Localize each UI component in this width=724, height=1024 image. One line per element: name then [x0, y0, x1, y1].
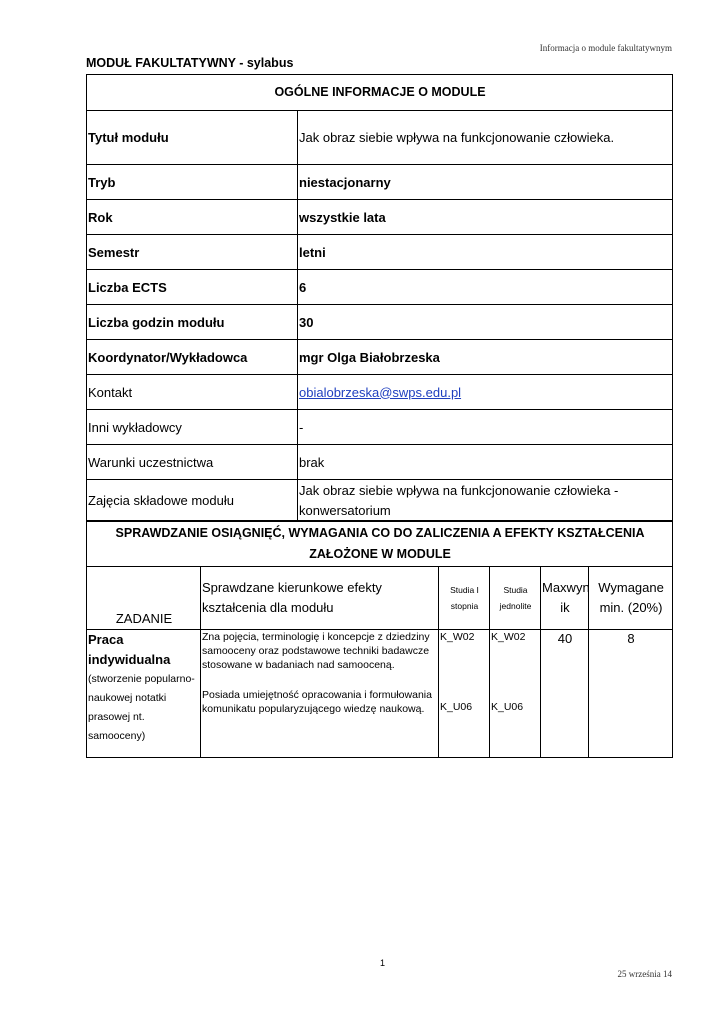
label-coordinator: Koordynator/Wykładowca — [87, 340, 298, 375]
requirements-table — [86, 520, 673, 758]
required-points: 8 — [589, 630, 673, 758]
label-semester: Semestr — [87, 235, 298, 270]
col-studia-jednolite: Studia jednolite — [490, 567, 541, 630]
label-components: Zajęcia składowe modułu — [87, 480, 298, 522]
value-title: Jak obraz siebie wpływa na funkcjonowanie człowieka. — [298, 111, 673, 165]
footer-date: 25 września 14 — [617, 969, 672, 979]
value-ects: 6 — [298, 270, 673, 305]
task-title: Praca indywidualna — [88, 632, 171, 667]
effect-knowledge: Zna pojęcia, terminologię i koncepcje z dziedziny samooceny oraz podstawowe techniki badawcze stosowane w badaniach nad samooceną. — [202, 631, 430, 671]
col-required: Wymagane min. (20%) — [589, 567, 673, 630]
value-conditions: brak — [298, 445, 673, 480]
code-u06-studia-1: K_U06 — [440, 701, 473, 713]
requirements-section-title: SPRAWDZANIE OSIĄGNIĘĆ, WYMAGANIA CO DO ZALICZENIA A EFEKTY KSZTAŁCENIA ZAŁOŻONE W MODULE — [87, 521, 673, 567]
value-coordinator: mgr Olga Białobrzeska — [298, 340, 673, 375]
header-note: Informacja o module fakultatywnym — [539, 43, 672, 53]
label-contact: Kontakt — [87, 375, 298, 410]
page-number: 1 — [380, 958, 386, 968]
task-note: (stworzenie popularno-naukowej notatki prasowej nt. samooceny) — [88, 673, 195, 742]
col-effects: Sprawdzane kierunkowe efekty kształcenia dla modułu — [201, 567, 439, 630]
col-studia-1: Studia I stopnia — [439, 567, 490, 630]
value-components: Jak obraz siebie wpływa na funkcjonowanie człowieka - konwersatorium — [298, 480, 673, 522]
general-info-table — [86, 74, 673, 522]
code-w02-jednolite: K_W02 — [491, 631, 526, 643]
label-year: Rok — [87, 200, 298, 235]
code-w02-studia-1: K_W02 — [440, 631, 475, 643]
label-mode: Tryb — [87, 165, 298, 200]
effect-skills: Posiada umiejętność opracowania i formułowania komunikatu popularyzującego wiedzę naukową. — [202, 689, 432, 715]
value-mode: niestacjonarny — [298, 165, 673, 200]
info-section-title: OGÓLNE INFORMACJE O MODULE — [87, 75, 673, 111]
document-title: MODUŁ FAKULTATYWNY - sylabus — [86, 56, 294, 70]
code-u06-jednolite: K_U06 — [491, 701, 524, 713]
value-semester: letni — [298, 235, 673, 270]
max-points: 40 — [541, 630, 589, 758]
label-hours: Liczba godzin modułu — [87, 305, 298, 340]
label-title: Tytuł modułu — [87, 111, 298, 165]
table-row — [87, 630, 673, 758]
contact-email-link[interactable]: obialobrzeska@swps.edu.pl — [299, 384, 462, 400]
value-other-lecturers: - — [298, 410, 673, 445]
label-ects: Liczba ECTS — [87, 270, 298, 305]
label-conditions: Warunki uczestnictwa — [87, 445, 298, 480]
col-max: Maxwyn ik — [541, 567, 589, 630]
value-year: wszystkie lata — [298, 200, 673, 235]
label-other-lecturers: Inni wykładowcy — [87, 410, 298, 445]
value-hours: 30 — [298, 305, 673, 340]
col-task: ZADANIE — [87, 567, 201, 630]
